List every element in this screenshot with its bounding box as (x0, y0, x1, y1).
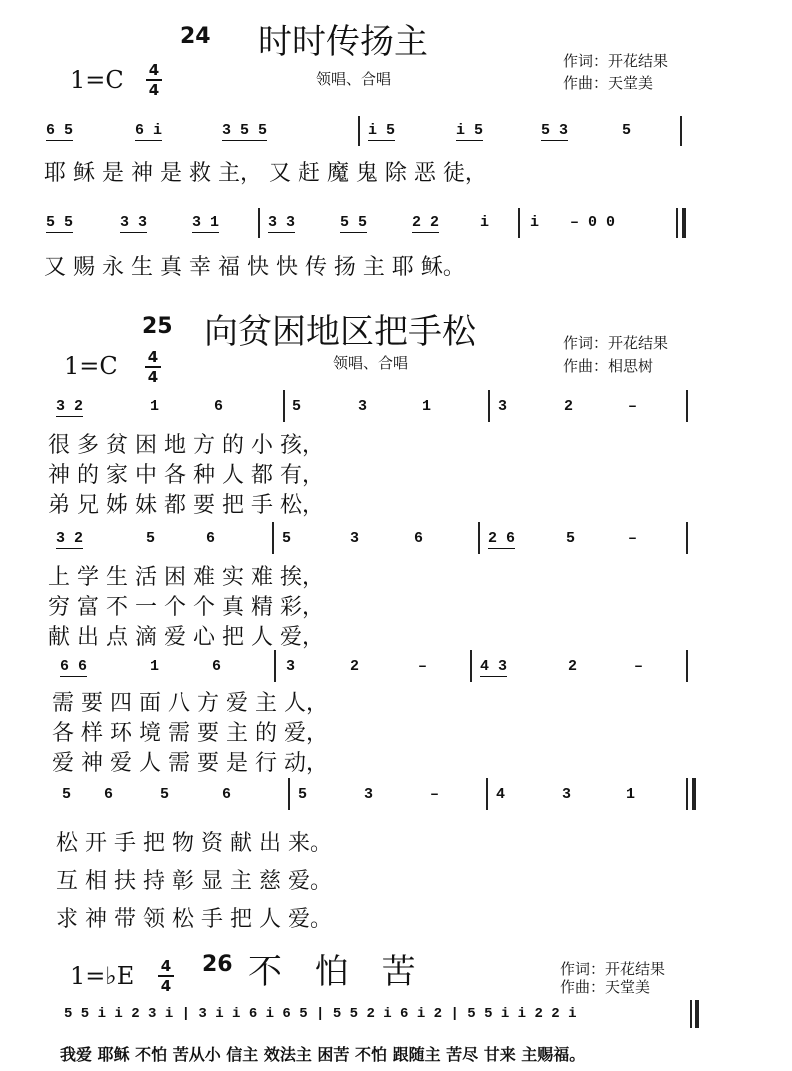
note-group: 3 2 (56, 398, 84, 415)
song24-time-signature: 4 4 (146, 62, 162, 98)
note-group: 3 (358, 398, 368, 415)
note-group: – (628, 530, 638, 547)
song25-singing-style: 领唱、合唱 (333, 354, 409, 372)
note-group: i (530, 214, 540, 231)
bar-line (283, 390, 285, 422)
note-group: 5 (622, 122, 632, 139)
note-group: 5 (62, 786, 72, 803)
note-group: 1 (150, 398, 160, 415)
note-group: 2 2 (412, 214, 440, 231)
song25-verse3-row3: 爱 神 爱 人 需 要 是 行 动， (52, 751, 328, 776)
song26-number: 26 (202, 952, 233, 977)
note-group: 3 (364, 786, 374, 803)
note-group: 6 5 (46, 122, 74, 139)
bar-line (258, 208, 260, 238)
song24-composer: 作曲：天堂美 (563, 74, 654, 92)
bar-line (470, 650, 472, 682)
note-group: 2 (568, 658, 578, 675)
note-group: 5 5 (340, 214, 368, 231)
end-bar-line (692, 778, 696, 810)
song25-key: 1=C (64, 352, 118, 380)
note-group: 2 (350, 658, 360, 675)
note-group: 3 (562, 786, 572, 803)
note-group: 1 (150, 658, 160, 675)
note-group: 5 (146, 530, 156, 547)
note-group: 5 (160, 786, 170, 803)
bar-line (518, 208, 520, 238)
note-group: 5 5 (46, 214, 74, 231)
song24-notes-row2 (0, 214, 792, 242)
end-bar-line (682, 208, 686, 238)
note-group: 5 (292, 398, 302, 415)
note-group: – (430, 786, 440, 803)
note-group: 6 (414, 530, 424, 547)
note-group: 1 (626, 786, 636, 803)
song26-lyricist: 作词：开花结果 (560, 960, 666, 978)
note-group: – 0 0 (570, 214, 616, 231)
bar-line (680, 116, 682, 146)
song25-verse1-row1: 很 多 贫 困 地 方 的 小 孩， (48, 433, 324, 458)
song26-title: 不 怕 苦 (248, 952, 416, 992)
song26-key: 1=♭E (70, 962, 135, 990)
song25-verse2-row1: 神 的 家 中 各 种 人 都 有， (48, 463, 324, 488)
note-group: 6 6 (60, 658, 88, 675)
note-group: 3 (286, 658, 296, 675)
note-group: 3 1 (192, 214, 220, 231)
song25-verse3-row4: 求 神 带 领 松 手 把 人 爱。 (56, 907, 332, 932)
song25-notes-row2 (0, 530, 792, 558)
note-group: i (480, 214, 490, 231)
note-group: 6 (206, 530, 216, 547)
song25-verse1-row3: 需 要 四 面 八 方 爱 主 人， (52, 691, 328, 716)
song25-verse1-row2: 上 学 生 活 困 难 实 难 挨， (48, 565, 324, 590)
bar-line (288, 778, 290, 810)
bar-line (358, 116, 360, 146)
song25-verse2-row4: 互 相 扶 持 彰 显 主 慈 爱。 (56, 869, 332, 894)
note-group: – (418, 658, 428, 675)
song24-number: 24 (180, 24, 211, 49)
song25-verse2-row2: 穷 富 不 一 个 个 真 精 彩， (48, 595, 324, 620)
bar-line (274, 650, 276, 682)
song24-key: 1=C (70, 66, 124, 94)
note-group: 3 (498, 398, 508, 415)
song26-notes-row1: 5 5 i i 2 3 i | 3 i i 6 i 6 5 | 5 5 2 i 6 i 2 | 5 5 i i 2 2 i (64, 1006, 577, 1022)
note-group: 3 (350, 530, 360, 547)
note-group: 5 3 (541, 122, 569, 139)
song25-lyricist: 作词：开花结果 (563, 334, 669, 352)
song25-verse3-row2: 献 出 点 滴 爱 心 把 人 爱， (48, 625, 324, 650)
note-group: 6 (104, 786, 114, 803)
note-group: 3 3 (268, 214, 296, 231)
note-group: 6 i (135, 122, 163, 139)
song26-composer: 作曲：天堂美 (560, 978, 651, 996)
song26-time-signature: 4 4 (158, 958, 174, 994)
note-group: 3 2 (56, 530, 84, 547)
note-group: 2 6 (488, 530, 516, 547)
note-group: 5 (566, 530, 576, 547)
bar-line (686, 390, 688, 422)
song25-notes-row4 (0, 786, 792, 814)
note-group: 4 (496, 786, 506, 803)
note-group: 4 3 (480, 658, 508, 675)
note-group: i 5 (456, 122, 484, 139)
song25-verse3-row1: 弟 兄 姊 妹 都 要 把 手 松， (48, 493, 324, 518)
bar-line (272, 522, 274, 554)
song24-lyrics-row1: 耶 稣 是 神 是 救 主， 又 赶 魔 鬼 除 恶 徒， (44, 161, 487, 186)
note-group: 6 (212, 658, 222, 675)
bar-line (686, 650, 688, 682)
note-group: 5 (282, 530, 292, 547)
note-group: 3 5 5 (222, 122, 268, 139)
song24-lyricist: 作词：开花结果 (563, 52, 669, 70)
note-group: 1 (422, 398, 432, 415)
note-group: 6 (222, 786, 232, 803)
song26-lyrics-row1: 我爱 耶稣 不怕 苦从小 信主 效法主 困苦 不怕 跟随主 苦尽 甘来 主赐福。 (60, 1045, 586, 1064)
bar-line (676, 208, 678, 238)
bar-line (686, 522, 688, 554)
song24-title: 时时传扬主 (258, 22, 428, 62)
song25-number: 25 (142, 314, 173, 339)
bar-line (690, 1000, 692, 1028)
note-group: i 5 (368, 122, 396, 139)
song25-notes-row1 (0, 398, 792, 426)
note-group: 5 (298, 786, 308, 803)
song25-time-signature: 4 4 (145, 349, 161, 385)
song25-verse2-row3: 各 样 环 境 需 要 主 的 爱， (52, 721, 328, 746)
note-group: – (628, 398, 638, 415)
note-group: – (634, 658, 644, 675)
song25-title: 向贫困地区把手松 (204, 312, 476, 352)
song25-verse1-row4: 松 开 手 把 物 资 献 出 来。 (56, 831, 332, 856)
note-group: 6 (214, 398, 224, 415)
bar-line (488, 390, 490, 422)
bar-line (486, 778, 488, 810)
end-bar-line (695, 1000, 699, 1028)
note-group: 2 (564, 398, 574, 415)
song25-composer: 作曲：相思树 (563, 357, 654, 375)
song24-singing-style: 领唱、合唱 (316, 70, 392, 88)
bar-line (478, 522, 480, 554)
bar-line (686, 778, 688, 810)
song24-lyrics-row2: 又 赐 永 生 真 幸 福 快 快 传 扬 主 耶 稣。 (44, 255, 465, 280)
song24-notes-row1 (0, 122, 792, 150)
note-group: 3 3 (120, 214, 148, 231)
song25-notes-row3 (0, 658, 792, 686)
